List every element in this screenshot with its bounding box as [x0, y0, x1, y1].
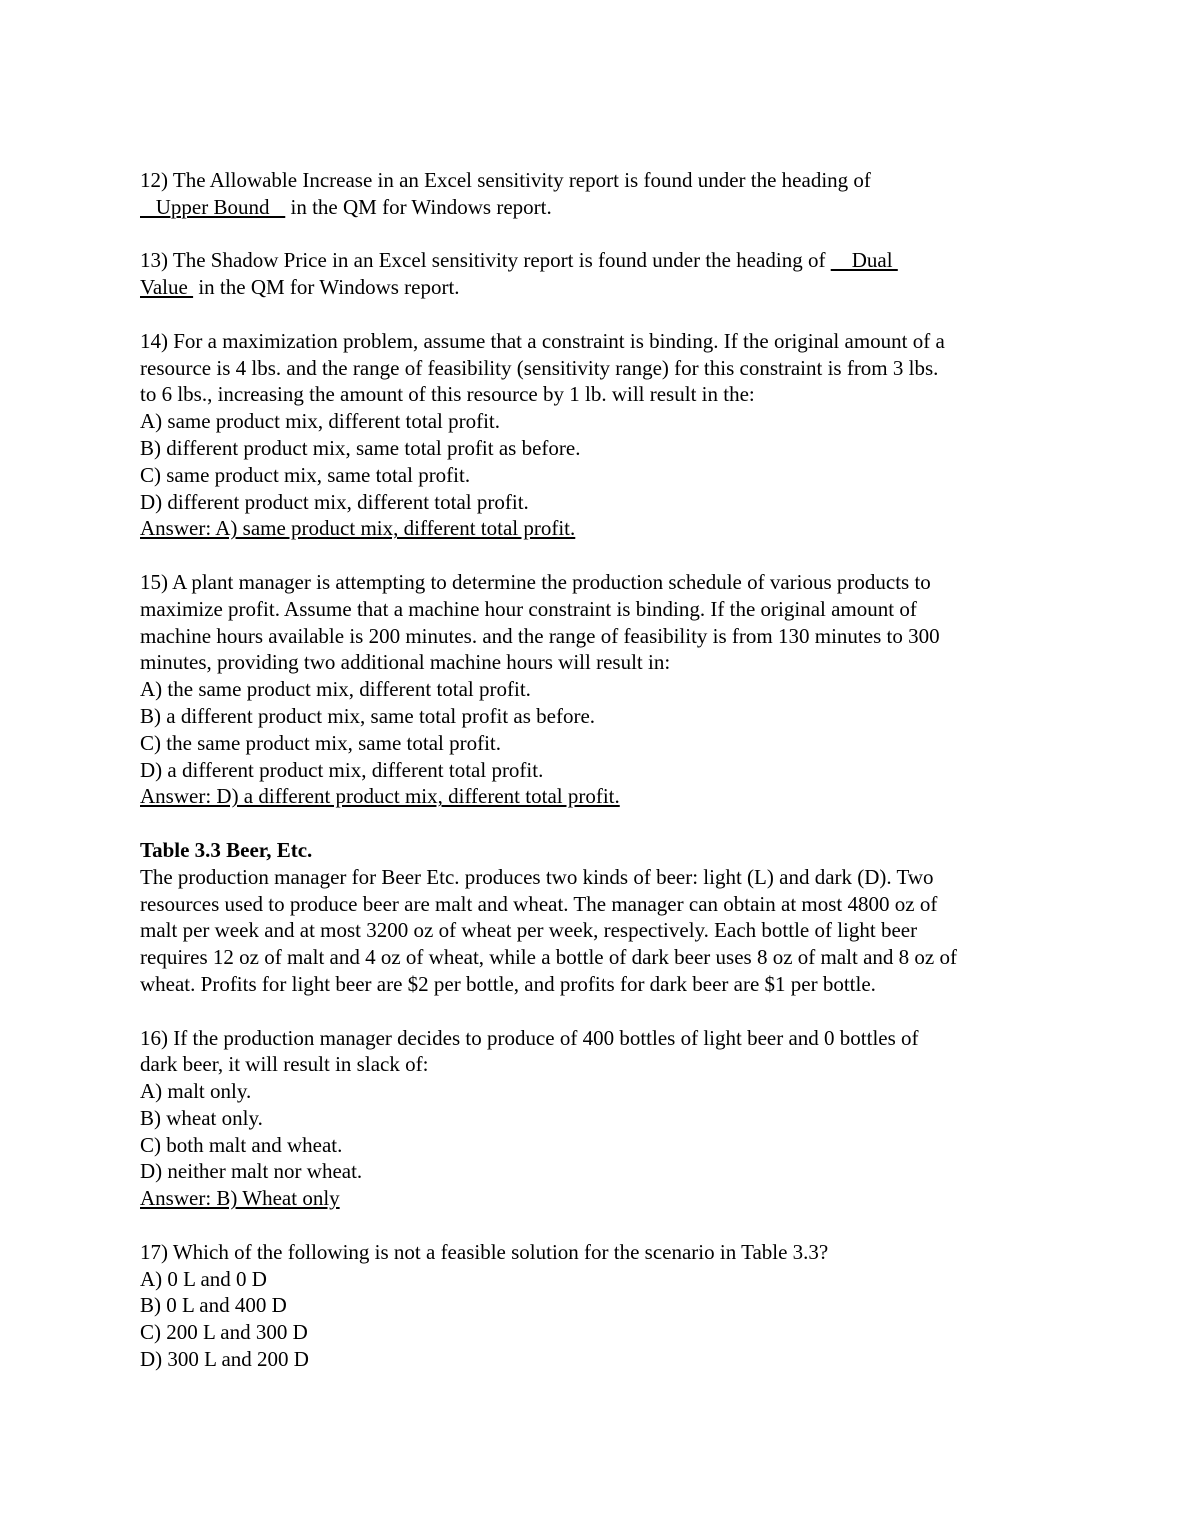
- question-14-answer: Answer: A) same product mix, different total profit.: [140, 516, 576, 541]
- table-3-3-body-line: resources used to produce beer are malt and wheat. The manager can obtain at most 4800 oz of: [140, 891, 938, 916]
- question-13-tail: in the QM for Windows report.: [193, 275, 460, 300]
- question-14-stem-line: resource is 4 lbs. and the range of feasibility (sensitivity range) for this constraint is from 3 lbs.: [140, 355, 939, 380]
- question-12-line-1: 12) The Allowable Increase in an Excel sensitivity report is found under the heading of: [140, 168, 871, 192]
- question-12-line-2: [140, 194, 1060, 221]
- table-3-3-heading: Table 3.3 Beer, Etc.: [140, 837, 313, 862]
- question-13-line-2: [140, 274, 1060, 301]
- question-17-option-d: D) 300 L and 200 D: [140, 1347, 309, 1372]
- table-3-3-body-line: The production manager for Beer Etc. produces two kinds of beer: light (L) and dark (D). Two: [140, 864, 934, 889]
- question-12: [140, 167, 1060, 221]
- question-14-option-d: D) different product mix, different total profit.: [140, 489, 529, 514]
- question-17: [140, 1239, 1060, 1373]
- question-13-lead: 13) The Shadow Price in an Excel sensitivity report is found under the heading of: [140, 248, 831, 273]
- question-13-blank-part-2: Value: [140, 275, 194, 300]
- question-17-stem-line: 17) Which of the following is not a feasible solution for the scenario in Table 3.3?: [140, 1239, 829, 1264]
- question-16-option-d: D) neither malt nor wheat.: [140, 1159, 363, 1184]
- question-12-blank: Upper Bound: [140, 194, 286, 219]
- table-3-3-section: [140, 837, 1060, 998]
- question-15: [140, 569, 1060, 810]
- question-13: [140, 247, 1060, 301]
- question-17-option-c: C) 200 L and 300 D: [140, 1320, 308, 1345]
- question-15-stem-line: maximize profit. Assume that a machine hour constraint is binding. If the original amount of: [140, 596, 917, 621]
- question-14-option-b: B) different product mix, same total profit as before.: [140, 435, 581, 460]
- question-15-option-c: C) the same product mix, same total profit.: [140, 730, 501, 755]
- question-15-answer: Answer: D) a different product mix, different total profit.: [140, 784, 620, 809]
- question-17-option-a: A) 0 L and 0 D: [140, 1266, 267, 1291]
- question-16-option-a: A) malt only.: [140, 1079, 252, 1104]
- question-16-option-c: C) both malt and wheat.: [140, 1132, 343, 1157]
- question-14-option-c: C) same product mix, same total profit.: [140, 462, 471, 487]
- question-17-option-b: B) 0 L and 400 D: [140, 1293, 287, 1318]
- question-16-answer: Answer: B) Wheat only: [140, 1186, 340, 1211]
- question-12-tail: in the QM for Windows report.: [285, 194, 552, 219]
- question-13-line-1: [140, 247, 1060, 274]
- question-15-option-b: B) a different product mix, same total profit as before.: [140, 703, 596, 728]
- question-15-stem-line: 15) A plant manager is attempting to determine the production schedule of various products to: [140, 569, 931, 594]
- question-15-option-a: A) the same product mix, different total profit.: [140, 677, 531, 702]
- question-14-stem-line: to 6 lbs., increasing the amount of this resource by 1 lb. will result in the:: [140, 382, 755, 407]
- table-3-3-body-line: malt per week and at most 3200 oz of wheat per week, respectively. Each bottle of light beer: [140, 918, 918, 943]
- question-13-blank-part-1: Dual: [830, 248, 898, 273]
- question-16-stem-line: 16) If the production manager decides to produce of 400 bottles of light beer and 0 bottles of: [140, 1025, 919, 1050]
- question-14: [140, 328, 1060, 542]
- table-3-3-body-line: requires 12 oz of malt and 4 oz of wheat, while a bottle of dark beer uses 8 oz of malt and 8 oz of: [140, 945, 957, 970]
- question-14-stem-line: 14) For a maximization problem, assume that a constraint is binding. If the original amount of a: [140, 328, 945, 353]
- question-14-option-a: A) same product mix, different total profit.: [140, 409, 501, 434]
- document-page: [140, 167, 1060, 1373]
- table-3-3-body-line: wheat. Profits for light beer are $2 per bottle, and profits for dark beer are $1 per bottle.: [140, 971, 876, 996]
- question-16-stem-line: dark beer, it will result in slack of:: [140, 1052, 429, 1077]
- question-16-option-b: B) wheat only.: [140, 1105, 263, 1130]
- question-15-option-d: D) a different product mix, different total profit.: [140, 757, 544, 782]
- question-15-stem-line: minutes, providing two additional machine hours will result in:: [140, 650, 671, 675]
- question-15-stem-line: machine hours available is 200 minutes. and the range of feasibility is from 130 minutes to 300: [140, 623, 940, 648]
- question-16: [140, 1025, 1060, 1213]
